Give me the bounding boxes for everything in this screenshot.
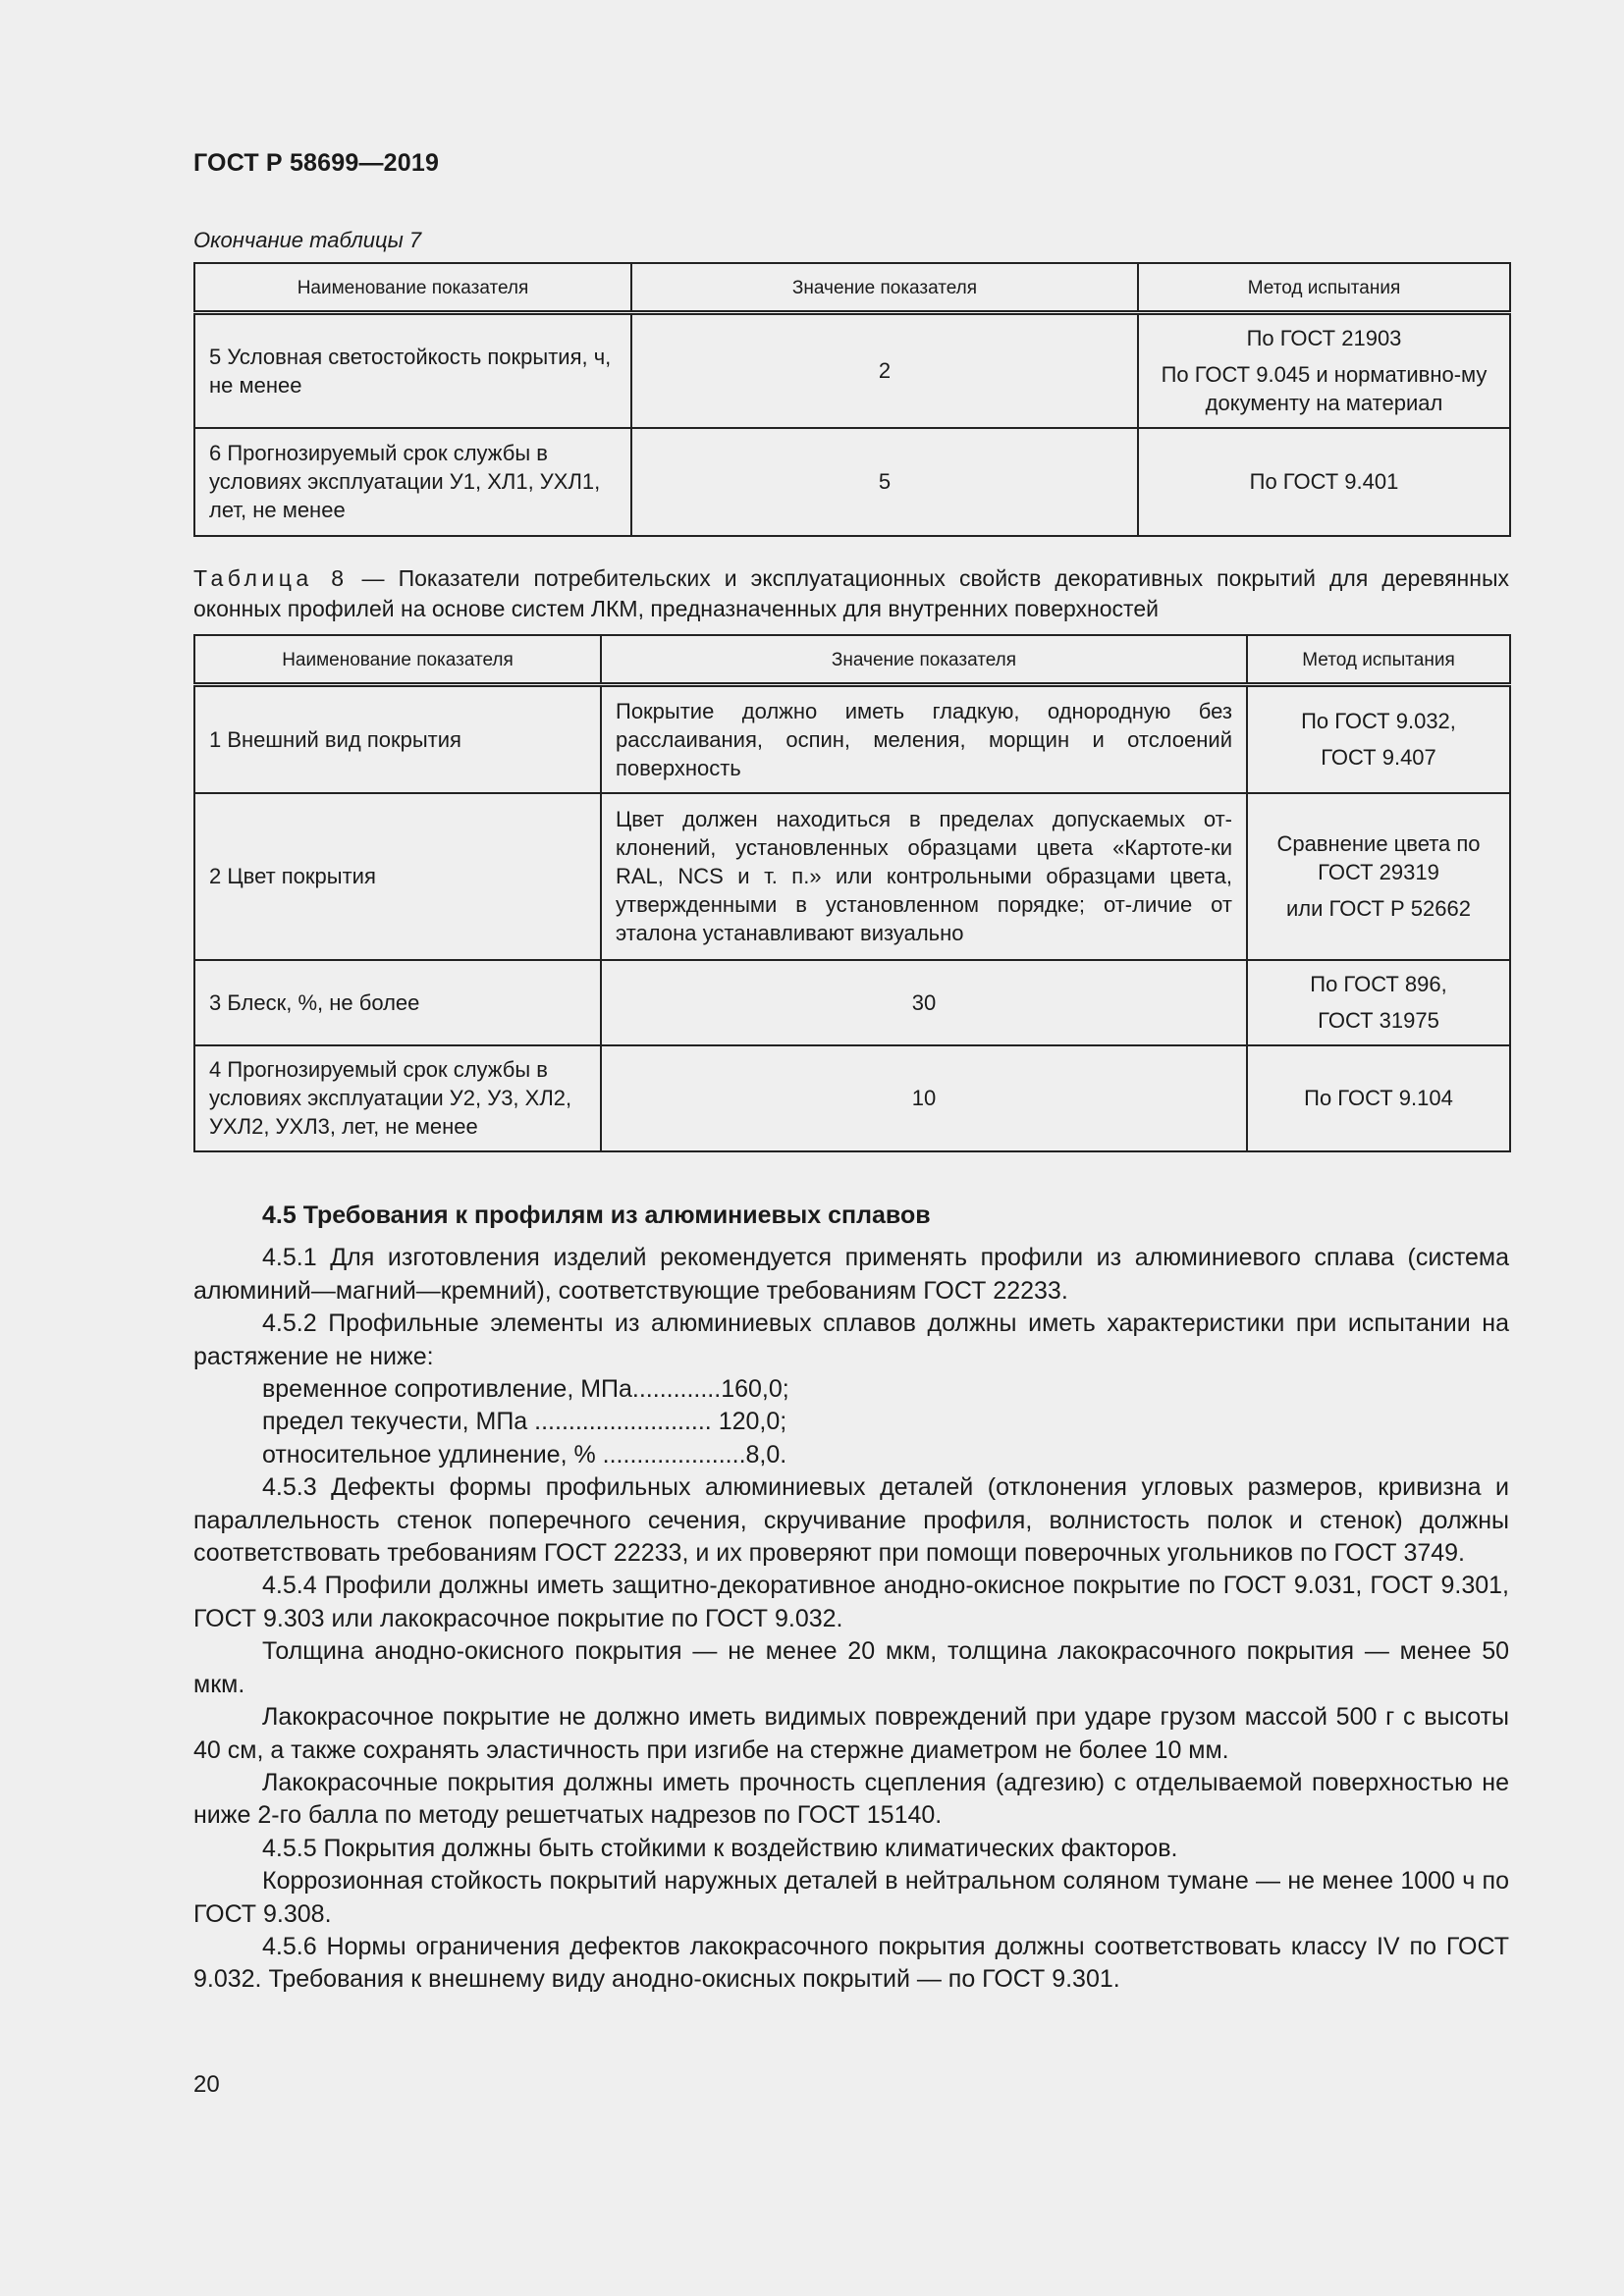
- indicator-value: 30: [601, 960, 1247, 1045]
- table8-caption: [193, 563, 1509, 624]
- test-method-line: По ГОСТ 21903: [1246, 326, 1402, 351]
- table-header-row: [194, 635, 1510, 685]
- indicator-name: 5 Условная светостойкость покрытия, ч, не менее: [194, 313, 631, 428]
- test-method-line: По ГОСТ 9.045 и нормативно-му документу на материал: [1161, 362, 1488, 416]
- section-title: 4.5 Требования к профилям из алюминиевых сплавов: [262, 1201, 931, 1229]
- paragraph: 4.5.5 Покрытия должны быть стойкими к воздействию климатических факторов.: [262, 1834, 1178, 1862]
- test-method-line: Сравнение цвета по ГОСТ 29319: [1276, 831, 1481, 884]
- test-method: [1138, 428, 1510, 536]
- test-method-line: По ГОСТ 896,: [1310, 972, 1447, 996]
- section-body: [193, 1200, 1509, 1997]
- paragraph: Коррозионная стойкость покрытий наружных деталей в нейтральном соляном тумане — не менее 1000 ч по ГОСТ 9.308.: [193, 1867, 1509, 1928]
- table-row: [194, 1045, 1510, 1151]
- column-header: Метод испытания: [1247, 635, 1510, 685]
- document-header: ГОСТ Р 58699—2019: [193, 149, 440, 177]
- table-row: [194, 793, 1510, 960]
- paragraph: Лакокрасочное покрытие не должно иметь видимых повреждений при ударе грузом массой 500 г с высоты 40 см, а также сохранять эластичность при изгибе на стержне диаметром не более 10 мм.: [193, 1703, 1509, 1764]
- column-header: Значение показателя: [601, 635, 1247, 685]
- list-item: относительное удлинение, % .....................8,0.: [262, 1440, 787, 1468]
- table-8: [193, 634, 1511, 1152]
- test-method: [1247, 960, 1510, 1045]
- table-row: [194, 685, 1510, 793]
- indicator-name: 4 Прогнозируемый срок службы в условиях эксплуатации У2, У3, ХЛ2, УХЛ2, УХЛ3, лет, не менее: [194, 1045, 601, 1151]
- table8-caption-label: Таблица 8: [193, 565, 349, 591]
- indicator-value: 5: [631, 428, 1138, 536]
- test-method-line: ГОСТ 31975: [1318, 1008, 1439, 1033]
- table-row: [194, 960, 1510, 1045]
- test-method-line: По ГОСТ 9.032,: [1301, 709, 1456, 734]
- table-header-row: [194, 263, 1510, 313]
- page-number: 20: [193, 2071, 220, 2098]
- paragraph: 4.5.2 Профильные элементы из алюминиевых сплавов должны иметь характеристики при испытании на растяжение не ниже:: [193, 1309, 1509, 1370]
- paragraph: 4.5.6 Нормы ограничения дефектов лакокрасочного покрытия должны соответствовать классу IV по ГОСТ 9.032. Требования к внешнему виду анодно-окисных покрытий — по ГОСТ 9.301.: [193, 1932, 1509, 1994]
- indicator-value: Цвет должен находиться в пределах допускаемых от-клонений, установленных образцами цвета «Картоте-ки RAL, NCS и т. п.» или контрольными образцами цвета, утвержденными в установленном порядке; от-личие от эталона устанавливают визуально: [601, 793, 1247, 960]
- indicator-name: 6 Прогнозируемый срок службы в условиях эксплуатации У1, ХЛ1, УХЛ1, лет, не менее: [194, 428, 631, 536]
- list-item: временное сопротивление, МПа.............160,0;: [262, 1375, 789, 1404]
- test-method-line: По ГОСТ 9.104: [1304, 1086, 1453, 1110]
- table-row: [194, 313, 1510, 428]
- table-row: [194, 428, 1510, 536]
- indicator-value: 2: [631, 313, 1138, 428]
- table8-caption-text: — Показатели потребительских и эксплуатационных свойств декоративных покрытий для деревянных оконных профилей на основе систем ЛКМ, предназначенных для внутренних поверхностей: [193, 565, 1509, 621]
- indicator-name: 3 Блеск, %, не более: [194, 960, 601, 1045]
- test-method-line: По ГОСТ 9.401: [1249, 469, 1399, 494]
- test-method: [1247, 793, 1510, 960]
- column-header: Наименование показателя: [194, 635, 601, 685]
- indicator-name: 2 Цвет покрытия: [194, 793, 601, 960]
- column-header: Наименование показателя: [194, 263, 631, 313]
- column-header: Метод испытания: [1138, 263, 1510, 313]
- paragraph: Толщина анодно-окисного покрытия — не менее 20 мкм, толщина лакокрасочного покрытия — менее 50 мкм.: [193, 1637, 1509, 1698]
- test-method-line: ГОСТ 9.407: [1321, 745, 1436, 771]
- test-method: [1138, 313, 1510, 428]
- indicator-value: Покрытие должно иметь гладкую, однородную без расслаивания, оспин, меления, морщин и отслоений поверхность: [601, 685, 1247, 793]
- table-7: [193, 262, 1511, 537]
- indicator-value: 10: [601, 1045, 1247, 1151]
- paragraph: 4.5.3 Дефекты формы профильных алюминиевых деталей (отклонения угловых размеров, кривизна и параллельность стенок поперечного сечения, скручивание профиля, волнистость полок и стенок) должны соответствовать требованиям ГОСТ 22233, и их проверяют при помощи поверочных угольников по ГОСТ 3749.: [193, 1473, 1509, 1568]
- table7-caption: Окончание таблицы 7: [193, 228, 422, 252]
- indicator-name: 1 Внешний вид покрытия: [194, 685, 601, 793]
- test-method: [1247, 1045, 1510, 1151]
- paragraph: 4.5.1 Для изготовления изделий рекомендуется применять профили из алюминиевого сплава (система алюминий—магний—кремний), соответствующие требованиям ГОСТ 22233.: [193, 1244, 1509, 1305]
- list-item: предел текучести, МПа .......................... 120,0;: [262, 1408, 787, 1436]
- paragraph: 4.5.4 Профили должны иметь защитно-декоративное анодно-окисное покрытие по ГОСТ 9.031, ГОСТ 9.301, ГОСТ 9.303 или лакокрасочное покрытие по ГОСТ 9.032.: [193, 1572, 1509, 1632]
- test-method-line: или ГОСТ Р 52662: [1286, 896, 1471, 921]
- column-header: Значение показателя: [631, 263, 1138, 313]
- paragraph: Лакокрасочные покрытия должны иметь прочность сцепления (адгезию) с отделываемой поверхностью не ниже 2-го балла по методу решетчатых надрезов по ГОСТ 15140.: [193, 1768, 1509, 1830]
- test-method: [1247, 685, 1510, 793]
